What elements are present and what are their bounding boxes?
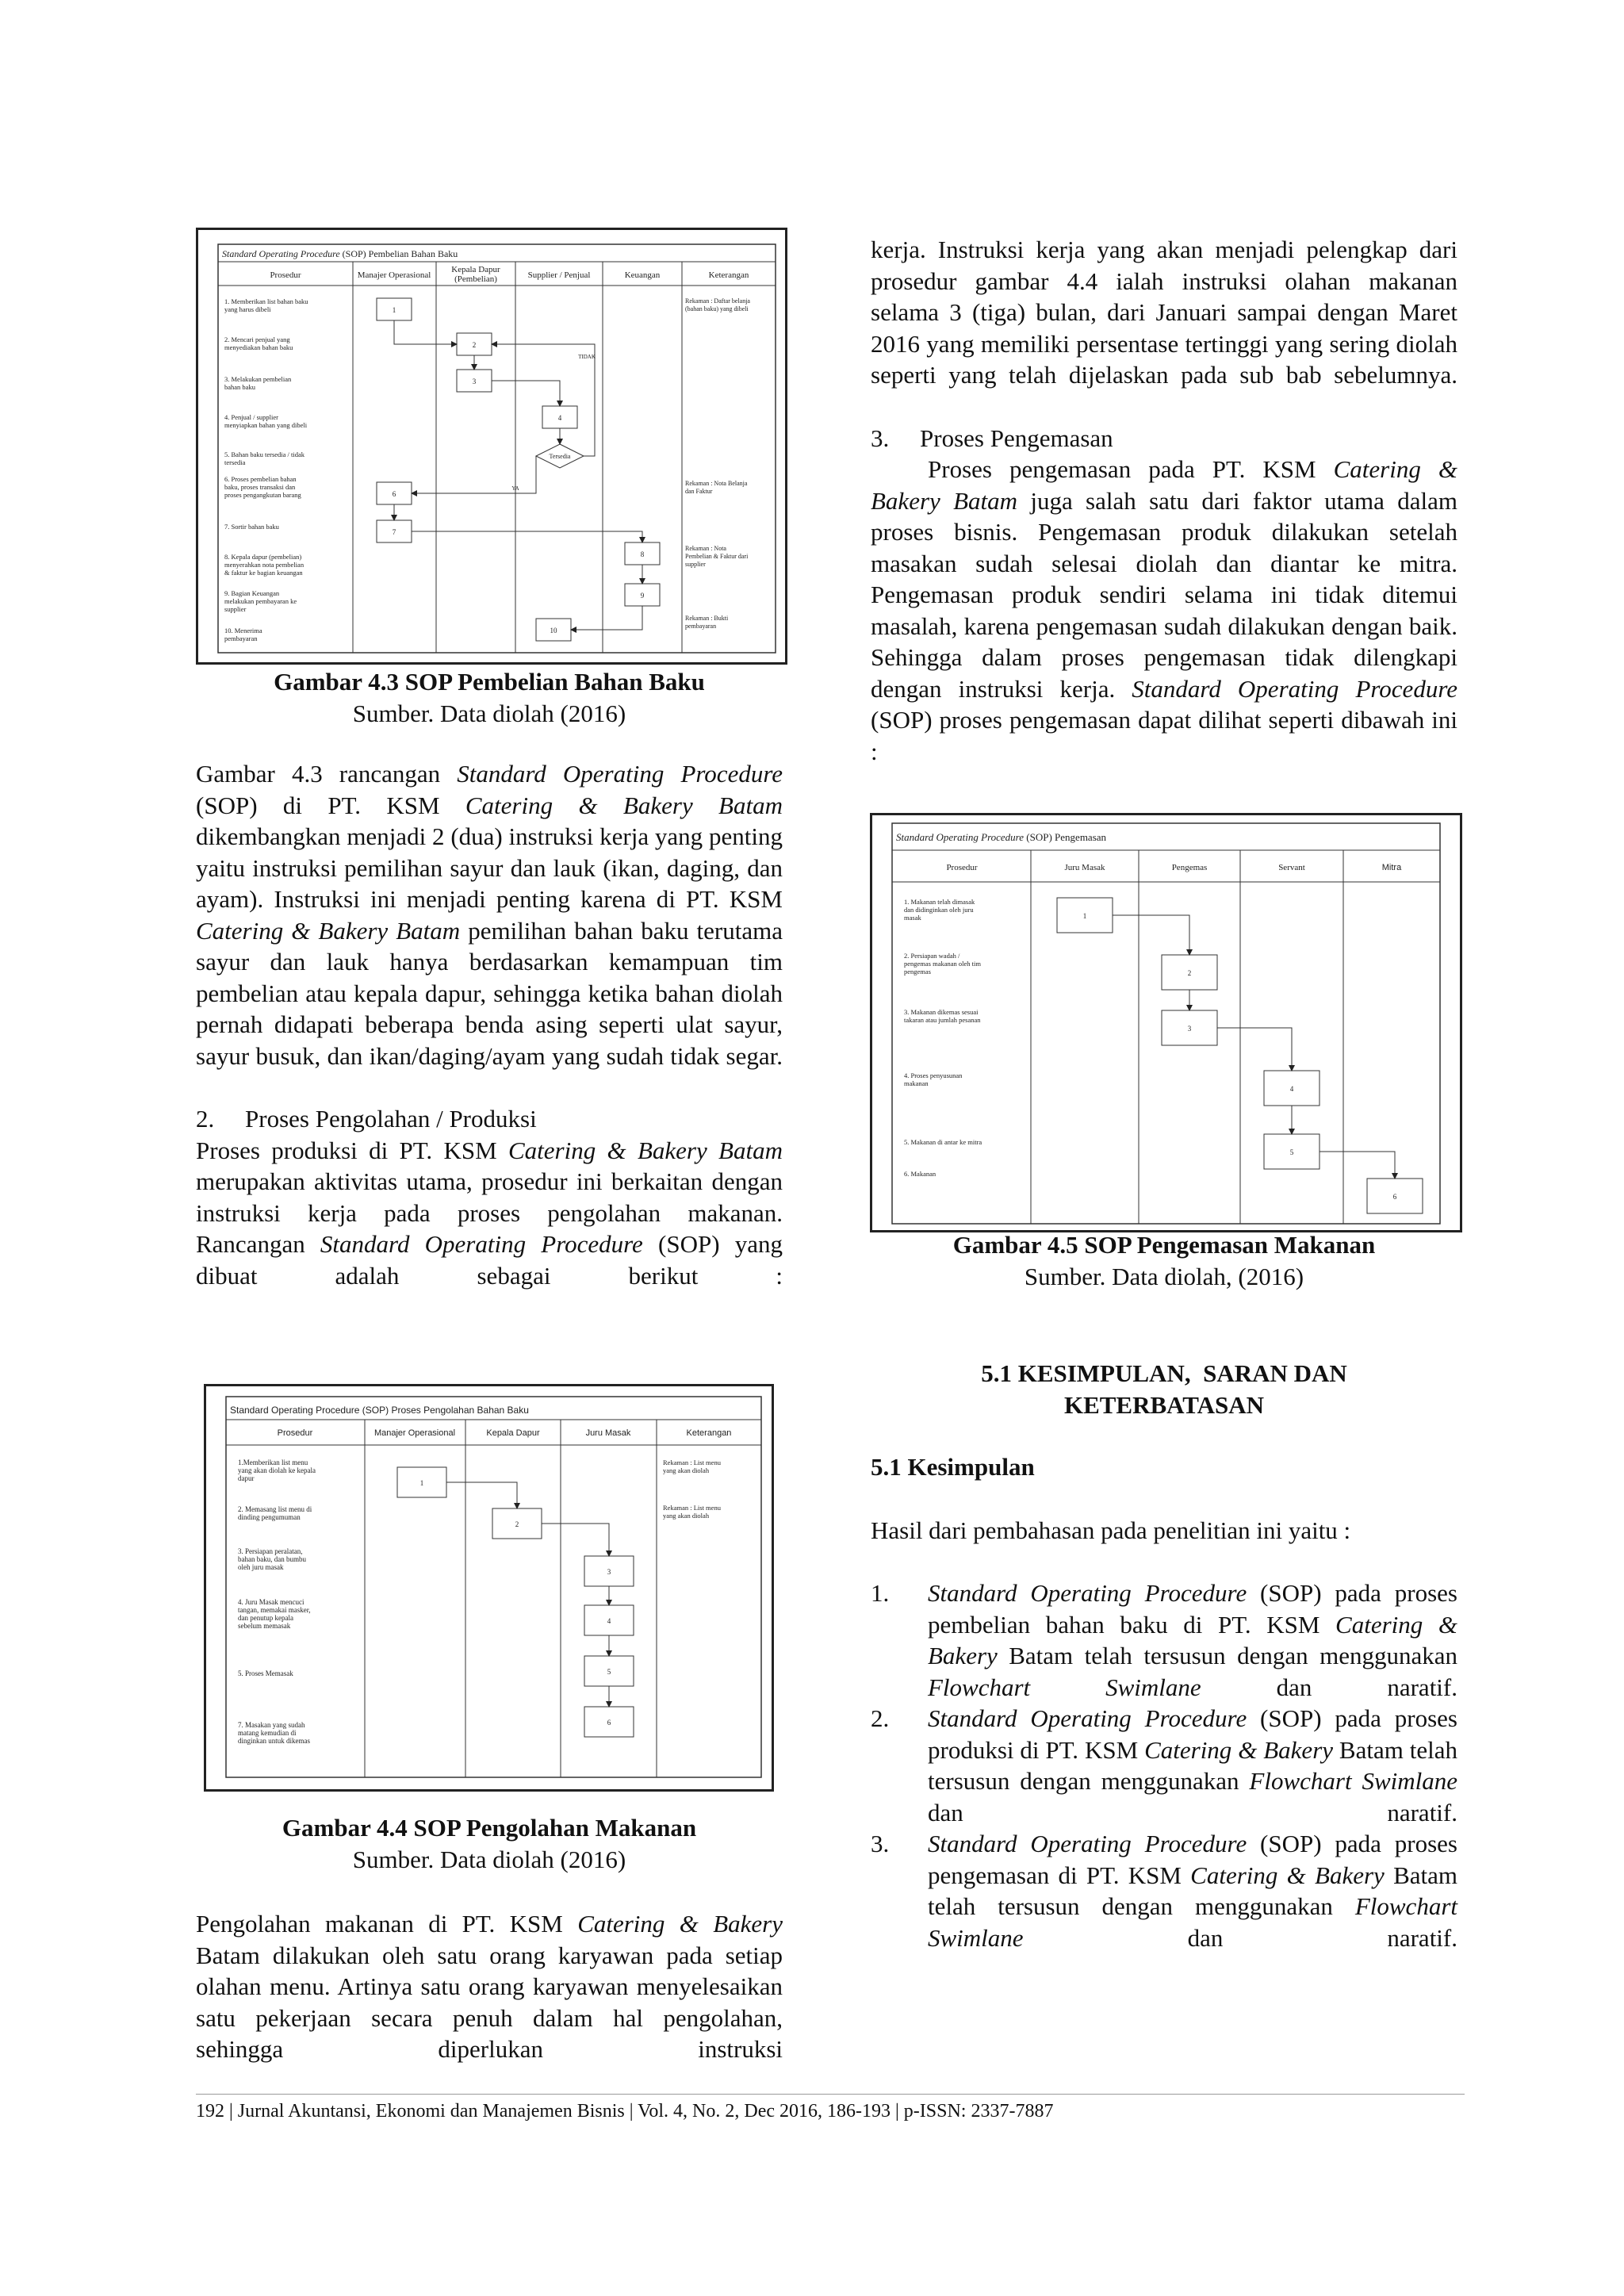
fig45-step-3a: 3. Makanan dikemas sesuai — [904, 1008, 979, 1016]
svg-text:Standard Operating Procedure ( — [896, 831, 1107, 843]
fig45-step-4b: makanan — [904, 1079, 929, 1087]
svg-text:Standard Operating Procedure ( — [222, 248, 458, 259]
fig44-h-prosedur: Prosedur — [277, 1428, 313, 1438]
fig44-step-4d: sebelum memasak — [238, 1622, 291, 1630]
fig45-h-servant: Servant — [1278, 863, 1305, 872]
p2-s5: (SOP) yang dibuat adalah sebagai berikut : — [196, 1230, 783, 1290]
fig44-note-2a: Rekaman : List menu — [663, 1504, 721, 1512]
fig43-step-10b: pembayaran — [224, 634, 258, 642]
fig45-step-3b: takaran atau jumlah pesanan — [904, 1016, 981, 1024]
fig43-box-labels — [393, 306, 645, 634]
fig43-note-3c: supplier — [685, 561, 706, 568]
c3-a: Standard Operating Procedure — [928, 1830, 1247, 1857]
caption-4-5-source: Sumber. Data diolah, (2016) — [1024, 1263, 1304, 1290]
fig43-title-rest: (SOP) Pembelian Bahan Baku — [339, 248, 458, 259]
fig43-step-8b: menyerahkan nota pembelian — [224, 561, 304, 569]
fig45-h-mitra: Mitra — [1381, 863, 1402, 872]
fig44-step-4b: tangan, memakai masker, — [238, 1606, 311, 1614]
fig43-decision: Tersedia — [549, 453, 571, 460]
fig44-title: Standard Operating Procedure (SOP) Proses Pengolahan Bahan Baku — [230, 1405, 529, 1416]
r-p1-s1: Proses pengemasan pada PT. KSM — [928, 455, 1334, 483]
fig43-step-9a: 9. Bagian Keuangan — [224, 589, 280, 597]
c3-d: Batam telah tersusun dengan menggunakan — [928, 1861, 1457, 1920]
fig45-box-4: 4 — [1289, 1085, 1294, 1093]
fig44-h-keterangan: Keterangan — [686, 1428, 732, 1438]
fig45-box-6: 6 — [1392, 1193, 1397, 1201]
fig45-h-jurumasak: Juru Masak — [1064, 863, 1105, 872]
svg-text:1. Makanan telah dimasakdan di — [904, 898, 975, 922]
fig45-step-2b: pengemas makanan oleh tim — [904, 960, 982, 968]
c3-c: Catering & Bakery — [1190, 1861, 1385, 1889]
subsection-title-kesimpulan: 5.1 Kesimpulan — [871, 1453, 1035, 1481]
fig43-step-1b: yang harus dibeli — [224, 305, 271, 313]
section-title-kesimpulan: 5.1 KESIMPULAN, SARAN DAN KETERBATASAN — [981, 1359, 1347, 1419]
paragraph-proses-produksi — [196, 1135, 783, 1292]
fig43-h-prosedur: Prosedur — [270, 270, 301, 280]
paragraph-instruksi-kerja: kerja. Instruksi kerja yang akan menjadi pelengkap dari prosedur gambar 4.4 ialah instruksi olahan makanan selama 3 (tiga) bulan, dari Januari sampai dengan Maret 2016 yang memiliki persentase tertinggi yang sering diolah seperti yang telah dijelaskan pada sub bab sebelumnya. — [871, 236, 1457, 389]
fig44-note-2b: yang akan diolah — [663, 1512, 710, 1520]
fig43-box-10: 10 — [550, 627, 557, 634]
c2-f: dan naratif. — [928, 1798, 1457, 1826]
fig45-title-italic: Standard Operating Procedure — [896, 831, 1025, 843]
fig43-h-supplier: Supplier / Penjual — [527, 270, 591, 280]
r-p1-s3: juga salah satu dari faktor utama dalam proses bisnis. Pengemasan produk dilakukan setelah masakan sudah selesai diolah dan diantar ke mitra. Pengemasan produk sendiri selama ini tidak ditemui masalah, karena pengemasan sudah dilakukan dengan baik. Sehingga dalam proses pengemasan tidak dilengkapi dengan instruksi kerja. — [871, 486, 1457, 703]
svg-text:2. Memasang list menu didindin — [238, 1505, 312, 1521]
conclusion-list — [871, 1577, 1457, 1953]
conclusion-item-3 — [871, 1828, 1457, 1953]
flowchart-pengemasan — [872, 815, 1460, 1230]
fig43-tidak: TIDAK — [578, 354, 596, 360]
c1-a: Standard Operating Procedure — [928, 1579, 1247, 1607]
fig44-box-5: 5 — [607, 1668, 611, 1676]
figure-4-3 — [196, 228, 787, 665]
fig44-step-7c: dinginkan untuk dikemas — [238, 1737, 310, 1745]
caption-4-4-source: Sumber. Data diolah (2016) — [352, 1846, 626, 1873]
svg-text:5. Makanan di antar ke mitra — [904, 1138, 982, 1146]
svg-text:Rekaman : List menuyang akan d — [663, 1504, 722, 1520]
fig43-step-7: 7. Sortir bahan baku — [224, 523, 279, 531]
caption-4-3 — [196, 666, 783, 730]
heading-proses-pengemasan: 3. Proses Pengemasan — [871, 424, 1113, 452]
p1-s6: Catering & Bakery Batam — [196, 916, 461, 945]
c3-b: (SOP) pada proses pengemasan di PT. KSM — [928, 1830, 1457, 1889]
svg-text:Rekaman : NotaPembelian & Fakt — [685, 545, 749, 568]
caption-4-5-title: Gambar 4.5 SOP Pengemasan Makanan — [952, 1231, 1376, 1259]
caption-4-5 — [871, 1229, 1457, 1293]
fig43-step-9b: melakukan pembayaran ke — [224, 597, 297, 605]
flowchart-pembelian — [198, 230, 785, 662]
c2-e: Flowchart Swimlane — [1249, 1767, 1458, 1795]
fig43-note-3b: Pembelian & Faktur dari — [685, 553, 749, 560]
fig43-box-2: 2 — [472, 341, 477, 349]
fig44-step-1b: yang akan diolah ke kepala — [238, 1466, 316, 1474]
heading-proses-pengolahan: 2. Proses Pengolahan / Produksi — [196, 1105, 537, 1133]
p2-s1: Proses produksi di PT. KSM — [196, 1136, 508, 1164]
p2-s2: Catering & Bakery Batam — [508, 1136, 783, 1164]
fig44-h-manajer: Manajer Operasional — [373, 1428, 456, 1438]
fig43-step-3a: 3. Melakukan pembelian — [224, 375, 292, 383]
fig45-title-rest: (SOP) Pengemasan — [1024, 831, 1107, 843]
p1-s5: dikembangkan menjadi 2 (dua) instruksi kerja yang penting yaitu instruksi pemilihan sayur dan lauk (ikan, daging, dan ayam). Instruksi ini menjadi penting karena di PT. KSM — [196, 822, 783, 913]
p1-s1: Gambar 4.3 rancangan — [196, 760, 458, 788]
fig43-h-manajer: Manajer Operasional — [357, 270, 431, 280]
fig43-note-1a: Rekaman : Daftar belanja — [685, 297, 750, 305]
fig45-box-2: 2 — [1187, 969, 1192, 977]
left-column-text-2 — [196, 1908, 783, 2065]
svg-text:2. Persiapan wadah /pengemas m — [904, 952, 981, 976]
fig44-steps — [238, 1458, 316, 1745]
fig43-h-keuangan: Keuangan — [624, 270, 661, 280]
p2-s3: merupakan aktivitas utama, prosedur ini berkaitan dengan instruksi kerja pada proses pengolahan makanan. Rancangan — [196, 1167, 783, 1258]
paragraph-fig43-description — [196, 758, 783, 1071]
p3-s1: Pengolahan makanan di PT. KSM — [196, 1910, 578, 1938]
conclusion-num-3: 3. — [871, 1830, 890, 1857]
flowchart-pengolahan — [206, 1386, 772, 1789]
fig44-step-4a: 4. Juru Masak mencuci — [238, 1598, 304, 1606]
fig43-step-5b: tersedia — [224, 458, 246, 466]
fig44-box-3: 3 — [607, 1568, 611, 1576]
r-p1-s5: (SOP) proses pengemasan dapat dilihat seperti dibawah ini : — [871, 706, 1457, 765]
fig44-step-3c: oleh juru masak — [238, 1563, 284, 1571]
fig45-box-1: 1 — [1082, 912, 1087, 920]
figure-4-4 — [204, 1384, 774, 1792]
p1-s2: Standard Operating Procedure — [457, 760, 783, 788]
svg-text:4. Juru Masak mencucitangan, m — [238, 1598, 311, 1630]
fig43-step-1a: 1. Memberikan list bahan baku — [224, 297, 308, 305]
fig43-step-9c: supplier — [224, 605, 247, 613]
fig44-step-3b: bahan baku, dan bumbu — [238, 1555, 306, 1563]
c1-c: Catering & Bakery — [928, 1610, 1458, 1669]
fig45-steps — [904, 898, 982, 1178]
c2-b: (SOP) pada proses produksi di PT. KSM — [928, 1704, 1457, 1764]
svg-text:8. Kepala dapur (pembelian)men — [224, 553, 304, 577]
fig45-step-4a: 4. Proses penyusunan — [904, 1071, 963, 1079]
fig44-step-2a: 2. Memasang list menu di — [238, 1505, 312, 1513]
fig45-h-prosedur: Prosedur — [946, 863, 978, 872]
fig43-step-5a: 5. Bahan baku tersedia / tidak — [224, 450, 305, 458]
svg-text:1. Memberikan list bahan bakuy — [224, 297, 308, 313]
svg-text:Rekaman : Daftar belanja(bahan — [685, 297, 750, 312]
fig43-step-6a: 6. Proses pembelian bahan — [224, 475, 297, 483]
svg-text:6. Proses pembelian bahanbaku, — [224, 475, 302, 499]
fig43-step-4b: menyiapkan bahan yang dibeli — [224, 421, 308, 429]
fig44-box-6: 6 — [607, 1719, 611, 1727]
caption-4-3-title: Gambar 4.3 SOP Pembelian Bahan Baku — [274, 668, 705, 696]
fig43-box-6: 6 — [392, 490, 396, 498]
figure-4-5 — [870, 813, 1462, 1232]
fig43-box-1: 1 — [392, 306, 396, 314]
fig43-step-2b: menyediakan bahan baku — [224, 343, 293, 351]
caption-4-4-title: Gambar 4.4 SOP Pengolahan Makanan — [282, 1814, 697, 1842]
c3-f: dan naratif. — [1023, 1923, 1457, 1952]
fig43-note-4a: Rekaman : Bukti — [685, 615, 729, 622]
caption-4-4 — [196, 1812, 783, 1876]
fig44-box-4: 4 — [607, 1617, 611, 1625]
fig43-h-kepala: Kepala Dapur — [451, 265, 500, 274]
paragraph-proses-pengemasan — [871, 454, 1457, 767]
fig43-title-italic: Standard Operating Procedure — [222, 248, 340, 259]
fig45-step-1c: masak — [904, 914, 921, 922]
fig44-step-7a: 7. Masakan yang sudah — [238, 1721, 305, 1729]
svg-text:Rekaman : Buktipembayaran — [685, 615, 729, 630]
paragraph-pengolahan-makanan — [196, 1908, 783, 2065]
fig44-step-3a: 3. Persiapan peralatan, — [238, 1547, 303, 1555]
c1-e: Flowchart Swimlane — [928, 1673, 1201, 1701]
fig45-step-6: 6. Makanan — [904, 1170, 936, 1178]
conclusion-num-1: 1. — [871, 1579, 890, 1607]
fig43-step-6b: baku, proses transaksi dan — [224, 483, 296, 491]
r-p1-s2: Catering & Bakery Batam — [871, 455, 1457, 515]
fig43-h-keterangan: Keterangan — [708, 270, 749, 280]
svg-text:10. Menerimapembayaran — [224, 627, 262, 642]
fig44-step-1c: dapur — [238, 1474, 255, 1482]
svg-text:6. Makanan — [904, 1170, 936, 1178]
fig43-step-4a: 4. Penjual / supplier — [224, 413, 278, 421]
c2-d: Batam telah tersusun dengan menggunakan — [928, 1735, 1457, 1795]
right-column-text-2 — [871, 1358, 1457, 1953]
conclusion-intro: Hasil dari pembahasan pada penelitian ini yaitu : — [871, 1516, 1351, 1544]
svg-text:7. Masakan yang sudahmatang ke — [238, 1721, 310, 1745]
p3-s3: Batam dilakukan oleh satu orang karyawan pada setiap olahan menu. Artinya satu orang karyawan menyelesaikan satu pekerjaan secara penuh dalam hal pengolahan, sehingga diperlukan instruksi — [196, 1941, 783, 2063]
conclusion-item-1 — [871, 1577, 1457, 1703]
conclusion-item-2 — [871, 1703, 1457, 1828]
fig43-ya: YA — [511, 485, 519, 492]
fig43-step-3b: bahan baku — [224, 383, 255, 391]
fig43-note-1b: (bahan baku) yang dibeli — [685, 305, 749, 312]
fig45-h-pengemas: Pengemas — [1171, 863, 1208, 872]
fig45-step-1a: 1. Makanan telah dimasak — [904, 898, 975, 906]
fig45-step-2a: 2. Persiapan wadah / — [904, 952, 960, 960]
p1-s7: pemilihan bahan baku terutama sayur dan lauk hanya berdasarkan kemampuan tim pembelian atau kepala dapur, sehingga ketika bahan diolah pernah didapati beberapa benda asing seperti ulat sayur, sayur busuk, dan ikan/daging/ayam yang sudah tidak segar. — [196, 916, 783, 1070]
fig43-box-8: 8 — [640, 550, 645, 558]
c2-c: Catering & Bakery — [1144, 1735, 1334, 1764]
left-column-text-1 — [196, 758, 783, 1291]
fig45-box-3: 3 — [1187, 1025, 1192, 1033]
fig44-box-1: 1 — [419, 1479, 424, 1487]
fig43-h-pembelian: (Pembelian) — [454, 274, 497, 284]
fig43-note-2a: Rekaman : Nota Belanja — [685, 480, 748, 487]
c1-b: (SOP) pada proses pembelian bahan baku di PT. KSM — [928, 1579, 1457, 1639]
fig43-notes — [685, 297, 750, 630]
fig45-box-5: 5 — [1289, 1148, 1294, 1156]
right-column-text-1 — [871, 234, 1457, 767]
svg-text:5. Proses Memasak — [238, 1669, 293, 1677]
fig44-step-5: 5. Proses Memasak — [238, 1669, 293, 1677]
fig44-step-1a: 1.Memberikan list menu — [238, 1458, 308, 1466]
fig43-step-10a: 10. Menerima — [224, 627, 262, 634]
c2-a: Standard Operating Procedure — [928, 1704, 1247, 1732]
fig43-box-7: 7 — [392, 528, 396, 536]
svg-text:5. Bahan baku tersedia / tidak — [224, 450, 305, 466]
caption-4-3-source: Sumber. Data diolah (2016) — [352, 700, 626, 727]
fig43-step-2a: 2. Mencari penjual yang — [224, 335, 290, 343]
fig44-notes — [663, 1458, 722, 1520]
conclusion-num-2: 2. — [871, 1704, 890, 1732]
svg-text:9. Bagian Keuanganmelakukan pe — [224, 589, 297, 613]
svg-text:4. Proses penyusunanmakanan — [904, 1071, 963, 1087]
fig44-h-jurumasak: Juru Masak — [585, 1428, 631, 1438]
svg-text:Rekaman : Nota Belanjadan Fakt — [685, 480, 748, 495]
svg-text:1.Memberikan list menuyang aka — [238, 1458, 316, 1482]
page-footer: 192 | Jurnal Akuntansi, Ekonomi dan Manajemen Bisnis | Vol. 4, No. 2, Dec 2016, 186-193 | p-ISSN: 2337-7887 — [196, 2094, 1465, 2123]
svg-text:3. Melakukan pembelianbahan ba — [224, 375, 292, 391]
fig44-step-4c: dan penutup kepala — [238, 1614, 293, 1622]
c1-d: Batam telah tersusun dengan menggunakan — [997, 1642, 1457, 1669]
svg-text:7. Sortir bahan baku — [224, 523, 280, 531]
fig43-box-9: 9 — [640, 592, 645, 600]
fig43-note-4b: pembayaran — [685, 623, 717, 630]
svg-text:3. Makanan dikemas sesuaitakar — [904, 1008, 981, 1024]
fig44-step-2b: dinding pengumuman — [238, 1513, 301, 1521]
svg-text:3. Persiapan peralatan,bahan b — [238, 1547, 306, 1571]
fig43-step-6c: proses pengangkutan barang — [224, 491, 301, 499]
p3-s2: Catering & Bakery — [577, 1910, 783, 1938]
fig44-step-7b: matang kemudian di — [238, 1729, 297, 1737]
fig43-box-3: 3 — [472, 378, 477, 385]
p1-s4: Catering & Bakery Batam — [465, 791, 783, 819]
fig44-h-kepala: Kepala Dapur — [486, 1428, 540, 1438]
fig43-note-3a: Rekaman : Nota — [685, 545, 726, 552]
svg-text:4. Penjual / suppliermenyiapka — [224, 413, 308, 429]
c3-e: Flowchart Swimlane — [928, 1892, 1457, 1952]
r-p1-s4: Standard Operating Procedure — [1132, 674, 1457, 703]
p2-s4: Standard Operating Procedure — [320, 1230, 643, 1258]
fig44-box-2: 2 — [515, 1520, 519, 1528]
fig45-step-1b: dan didinginkan oleh juru — [904, 906, 974, 914]
fig44-note-1a: Rekaman : List menu — [663, 1458, 721, 1466]
fig43-box-4: 4 — [557, 414, 562, 422]
fig45-step-5: 5. Makanan di antar ke mitra — [904, 1138, 982, 1146]
svg-text:Rekaman : List menuyang akan d — [663, 1458, 722, 1474]
p1-s3: (SOP) di PT. KSM — [196, 791, 465, 819]
svg-text:2. Mencari penjual yangmenyedi — [224, 335, 293, 351]
fig45-step-2c: pengemas — [904, 968, 931, 976]
fig43-note-2b: dan Faktur — [685, 488, 713, 495]
fig44-note-1b: yang akan diolah — [663, 1466, 710, 1474]
fig43-steps — [224, 297, 308, 642]
fig43-step-8a: 8. Kepala dapur (pembelian) — [224, 553, 302, 561]
fig43-step-8c: & faktur ke bagian keuangan — [224, 569, 303, 577]
c1-f: dan naratif. — [1201, 1673, 1457, 1701]
